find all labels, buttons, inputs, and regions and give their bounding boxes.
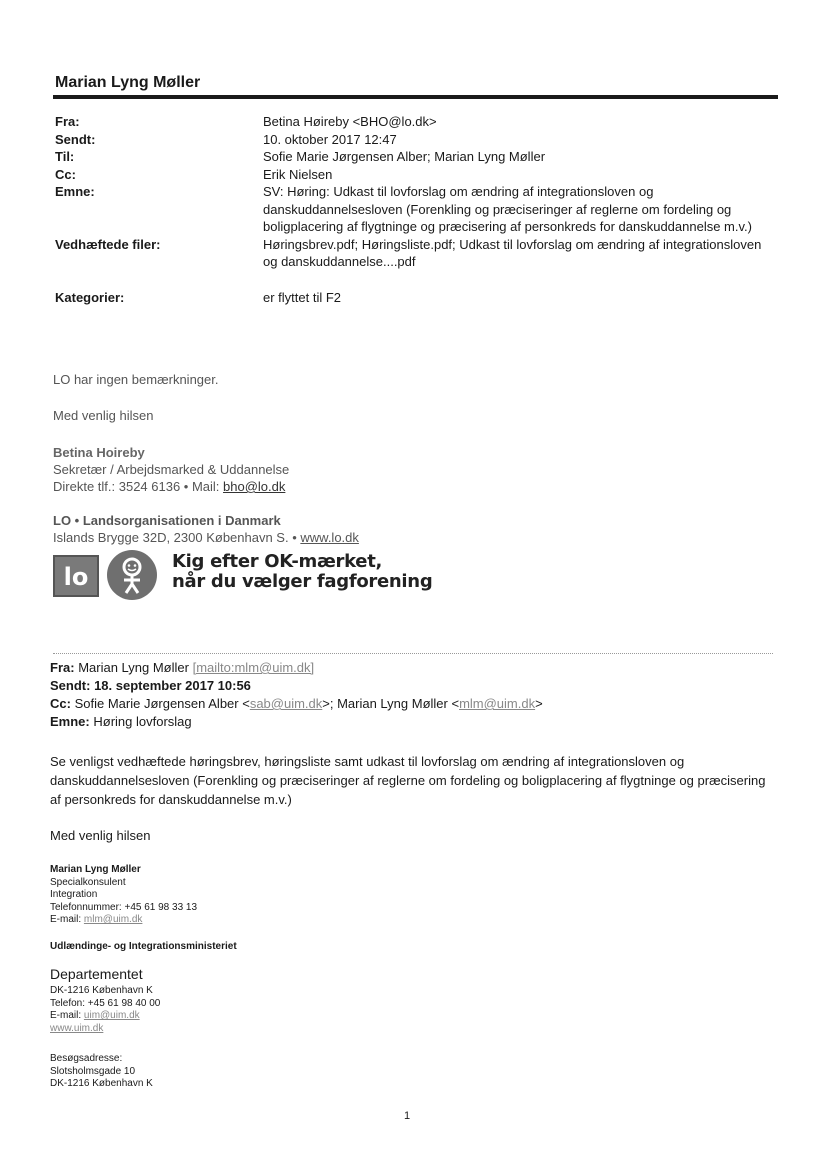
fwd-from-row [50,659,543,677]
fwd-sent-label: Sendt: [50,678,91,693]
fwd-cc-link-2[interactable]: mlm@uim.dk [459,696,536,711]
fwd-sig-phone: Telefonnummer: +45 61 98 33 13 [50,901,198,913]
ok-mark-icon [107,550,157,600]
org-address [53,529,359,546]
fwd-subject-value: Høring lovforslag [93,714,192,729]
fwd-cc-link-1[interactable]: sab@uim.dk [249,696,323,711]
header-label: Cc: [55,166,76,182]
svg-text:lo: lo [63,563,89,591]
fwd-subject-row [50,713,543,731]
fwd-sig-email-label: E-mail: [50,914,84,925]
org-web-link[interactable]: www.lo.dk [300,530,359,545]
header-value: er flyttet til F2 [263,289,342,305]
header-label: Sendt: [55,131,96,147]
slogan-line-2: når du vælger fagforening [172,571,433,592]
page-number: 1 [404,1110,411,1122]
fwd-sig-name: Marian Lyng Møller [50,864,141,875]
visit-address [50,1053,153,1091]
header-row-attachments [55,236,775,271]
visit-street: Slotsholmsgade 10 [50,1065,136,1077]
dept-city: DK-1216 København K [50,985,153,996]
header-rule [53,95,778,99]
header-value: Betina Høireby <BHO@lo.dk> [263,114,437,129]
printed-name: Marian Lyng Møller [55,74,201,91]
dept-phone: Telefon: +45 61 98 40 00 [50,997,161,1009]
signature-email-link[interactable]: bho@lo.dk [223,479,286,494]
dept-email-label: E-mail: [50,1010,84,1021]
header-label: Emne: [55,184,95,199]
reply-text: LO har ingen bemærkninger. [53,372,219,387]
attachments-value[interactable]: Høringsbrev.pdf; Høringsliste.pdf; Udkast til lovforslag om ændring af integrationsloven og danskuddannelse....pdf [263,236,762,269]
header-row-cc [55,166,775,184]
visit-city: DK-1216 København K [50,1078,153,1089]
dept-email-row [50,1010,160,1023]
forwarded-body: Se venligst vedhæftede høringsbrev, høringsliste samt udkast til lovforslag om ændring af integrationsloven og danskuddannelsesloven (Forenkling og præciseringer af reglerne om fordeling og boligplacering af flygtninge og præcisering af personkreds for danskuddannelse m.v.) [50,754,766,807]
signature-title: Sekretær / Arbejdsmarked & Uddannelse [53,462,290,477]
fwd-sig-title: Specialkonsulent [50,876,126,888]
fwd-sig-unit: Integration [50,889,98,900]
signature-contact [53,478,285,495]
lo-logo [53,555,99,597]
fwd-from-label: Fra: [50,660,75,675]
fwd-cc-text: > [535,696,543,711]
fwd-cc-text: >; Marian Lyng Møller < [322,696,460,711]
forwarded-header [50,659,543,731]
header-row-categories [55,289,775,307]
fwd-sent-value: 18. september 2017 10:56 [94,678,251,693]
dept-web-link[interactable]: www.uim.dk [50,1022,104,1034]
fwd-subject-label: Emne: [50,714,90,729]
lo-logo-icon [55,557,97,595]
header-value: SV: Høring: Udkast til lovforslag om ændring af integrationsloven og danskuddannelsesloven (Forenkling og præciseringer af reglerne om fordeling og boligplacering af flygtninge og præcisering af personkreds for danskuddannelse m.v.) [263,184,752,234]
fwd-cc-text: Sofie Marie Jørgensen Alber < [74,696,250,711]
reply-greeting: Med venlig hilsen [53,408,154,423]
signature-contact-text: Direkte tlf.: 3524 6136 • Mail: [53,479,224,494]
header-label: Fra: [55,114,80,129]
fwd-sent-row [50,677,543,695]
org-address-text: Islands Brygge 32D, 2300 København S. • [53,530,301,545]
forward-separator [53,653,773,654]
header-value: 10. oktober 2017 12:47 [263,131,397,147]
header-label: Til: [55,149,75,164]
fwd-sig-email-row [50,914,197,927]
header-value: Sofie Marie Jørgensen Alber; Marian Lyng Møller [263,149,546,164]
ok-slogan [172,552,432,592]
visit-label: Besøgsadresse: [50,1053,123,1064]
header-value: Erik Nielsen [263,166,333,182]
dept-email-link[interactable]: uim@uim.dk [83,1010,140,1021]
ok-mark-logo [107,550,157,600]
fwd-signature [50,864,197,927]
slogan-line-1: Kig efter OK-mærket, [172,551,383,572]
fwd-sig-email-link[interactable]: mlm@uim.dk [83,914,143,925]
signature-name: Betina Hoireby [53,445,145,460]
header-row-to [55,148,775,166]
forwarded-greeting: Med venlig hilsen [50,828,151,843]
fwd-from-value: Marian Lyng Møller [78,660,193,675]
header-label: Vedhæftede filer: [55,236,161,252]
header-row-sent [55,131,775,149]
department-contact [50,985,160,1035]
header-row-subject [55,183,775,236]
department-name: Departementet [50,966,143,982]
org-name: LO • Landsorganisationen i Danmark [53,513,281,528]
fwd-cc-row [50,695,543,713]
fwd-from-mailto-link[interactable]: [mailto:mlm@uim.dk] [192,660,315,675]
header-label: Kategorier: [55,289,125,305]
ministry-name: Udlændinge- og Integrationsministeriet [50,941,237,952]
header-row-from [55,113,775,131]
email-header [55,113,775,306]
fwd-cc-label: Cc: [50,696,71,711]
